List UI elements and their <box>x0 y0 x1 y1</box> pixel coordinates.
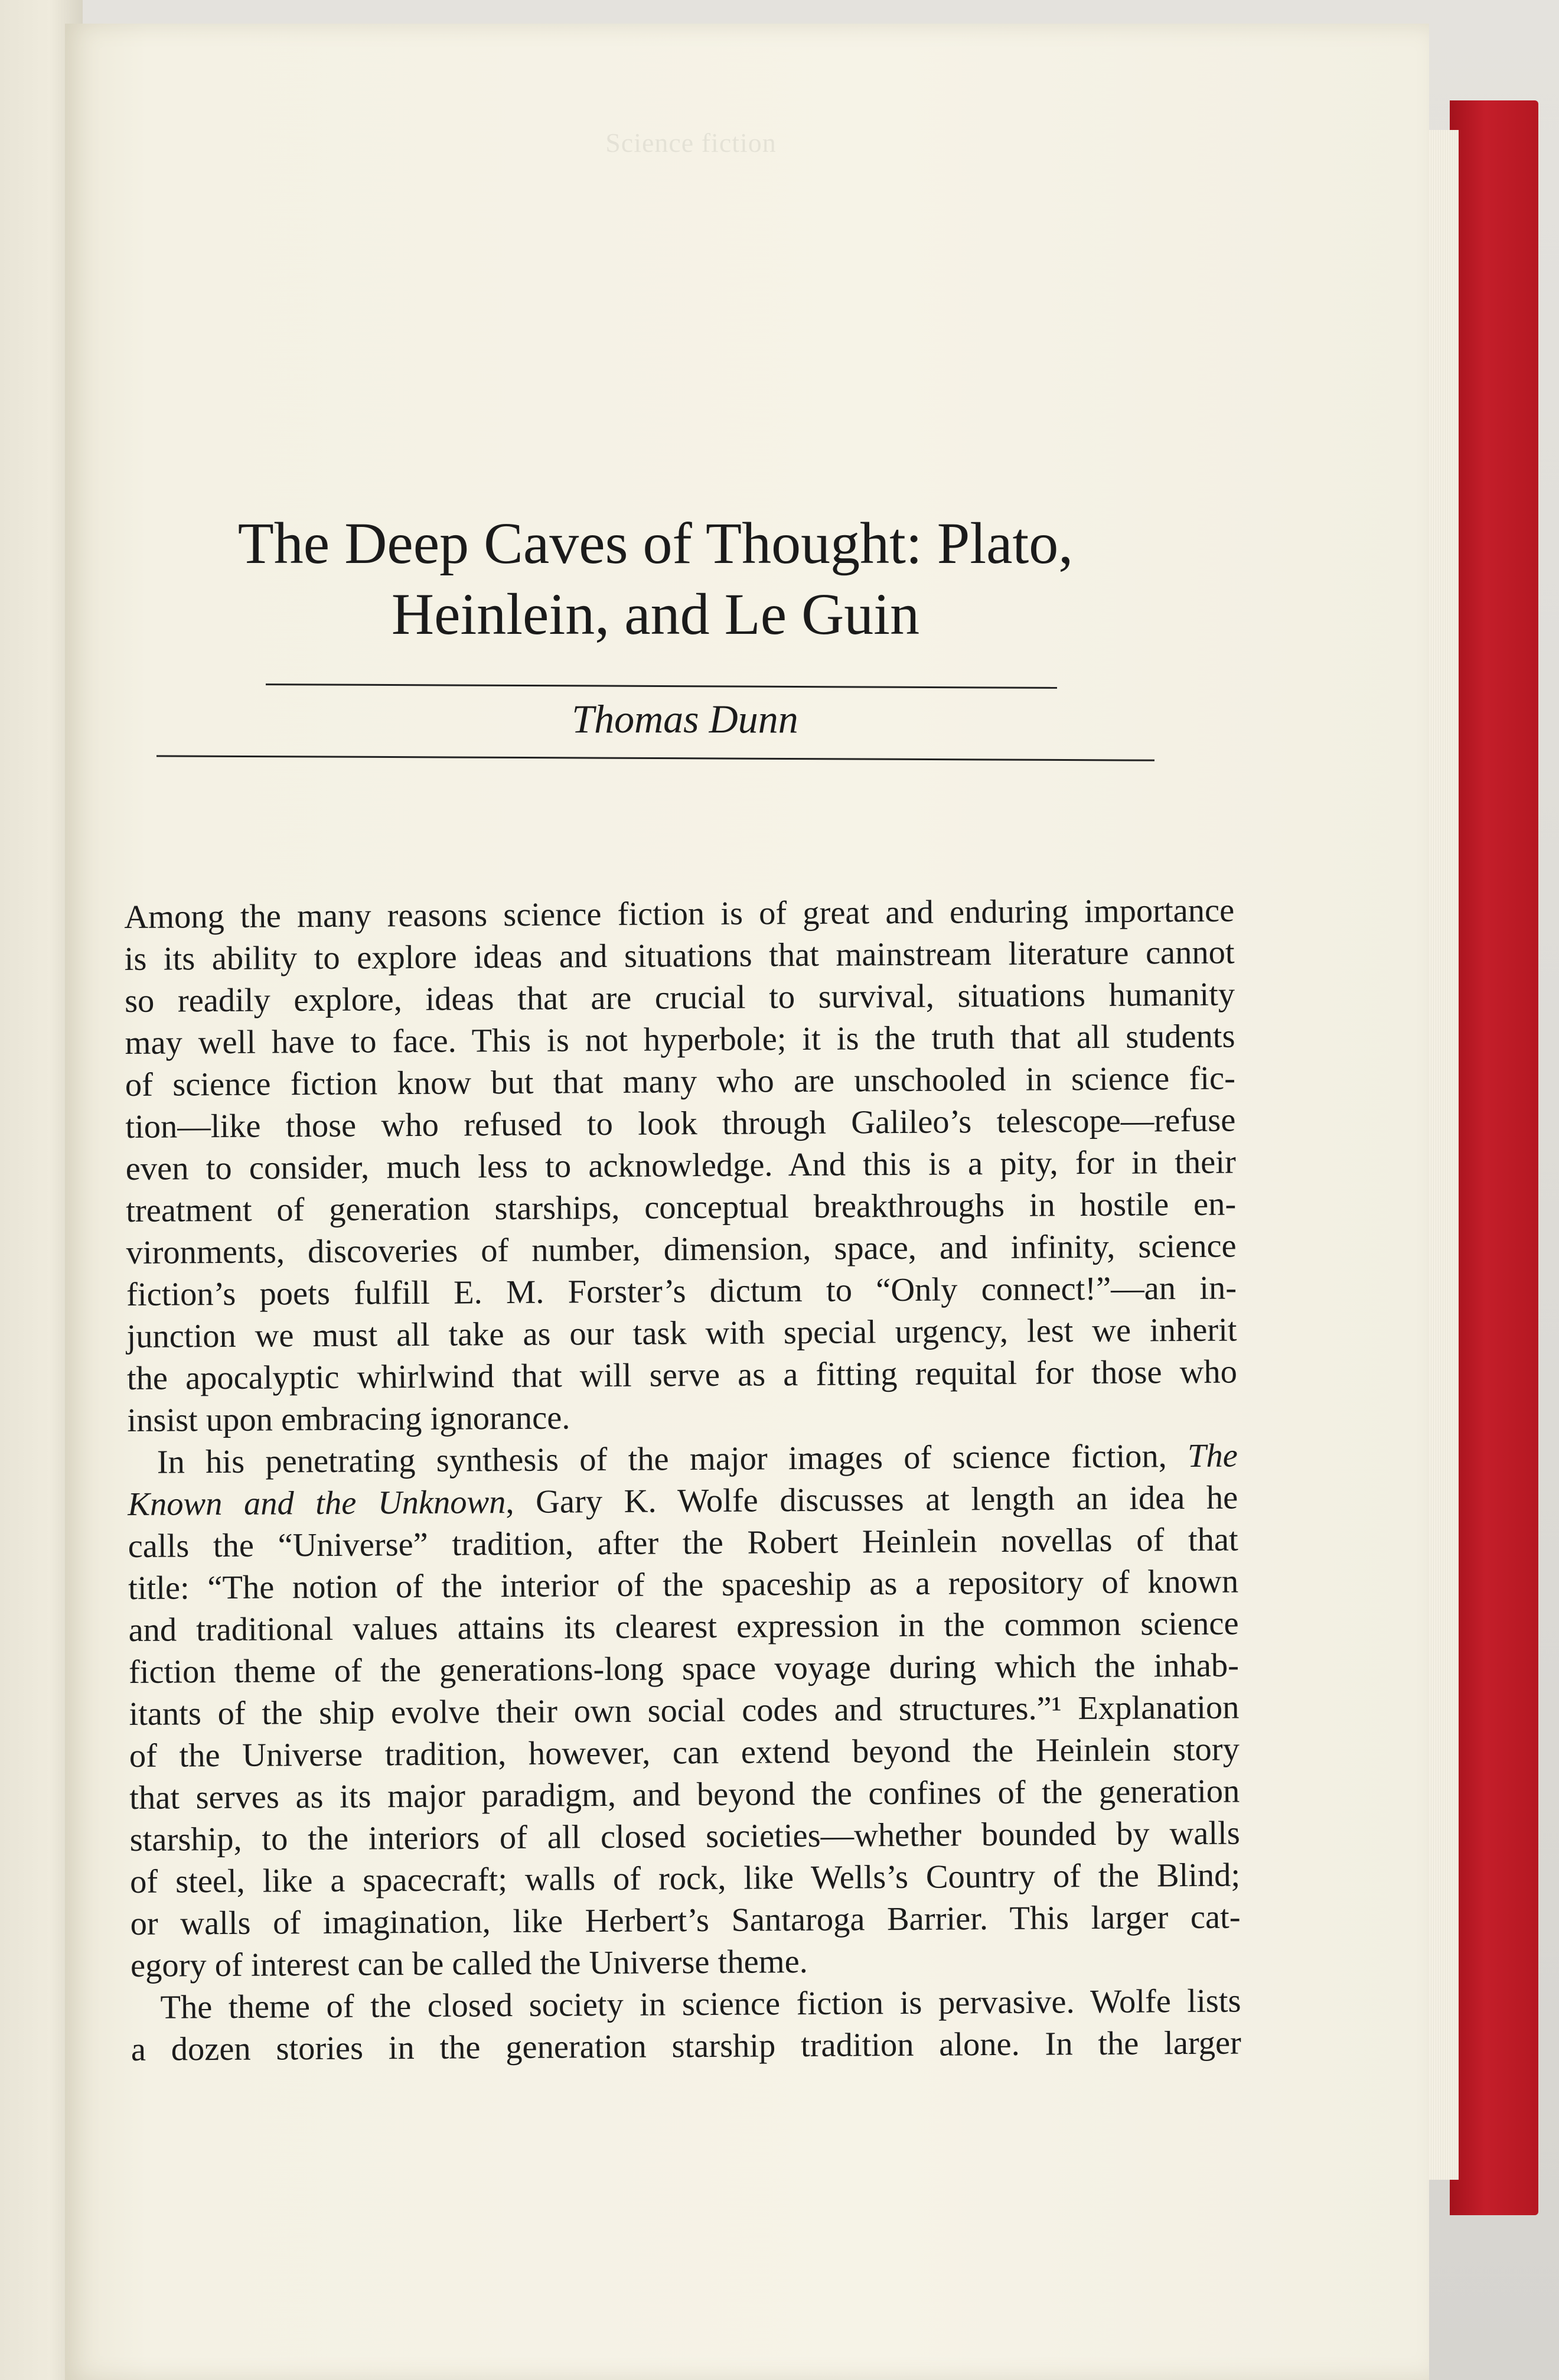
title-line: Heinlein, and Le Guin <box>391 581 920 647</box>
text-line: fiction theme of the generations-long space voyage during which the inhab- <box>128 1647 1240 1691</box>
title-line: The Deep Caves of Thought: Plato, <box>237 510 1074 576</box>
text-line: egory of interest can be called the Universe theme. <box>130 1943 808 1984</box>
paragraph <box>124 890 1238 1442</box>
book-title-italic: The <box>1187 1437 1238 1475</box>
text-line: a dozen stories in the generation starship tradition alone. In the larger <box>131 2024 1242 2068</box>
text-line <box>128 1435 1238 1483</box>
text-line: so readily explore, ideas that are crucial to survival, situations humanity <box>124 976 1235 1020</box>
text-line: insist upon embracing ignorance. <box>127 1399 570 1439</box>
text-line: Among the many reasons science fiction is of great and enduring importance <box>124 892 1235 936</box>
text-line: that serves as its major paradigm, and beyond the confines of the generation <box>129 1773 1240 1816</box>
book-cover-edge <box>1450 100 1538 2215</box>
article-title <box>177 508 1134 650</box>
text-line: may well have to face. This is not hyperbole; it is the truth that all students <box>125 1018 1235 1062</box>
text-line: of science fiction know but that many who are unschooled in science fic- <box>125 1060 1236 1103</box>
text-line: fiction’s poets fulfill E. M. Forster’s dictum to “Only connect!”—an in- <box>126 1269 1237 1313</box>
text-line: of steel, like a spacecraft; walls of rock, like Wells’s Country of the Blind; <box>129 1857 1241 1900</box>
author-name: Thomas Dunn <box>572 696 798 741</box>
text-line: of the Universe tradition, however, can extend beyond the Heinlein story <box>129 1731 1240 1775</box>
text-line: vironments, discoveries of number, dimension, space, and infinity, science <box>126 1228 1237 1271</box>
text-line: the apocalyptic whirlwind that will serve as a fitting requital for those who <box>126 1353 1238 1397</box>
text-line: junction we must all take as our task with special urgency, lest we inherit <box>126 1311 1237 1355</box>
text-line: treatment of generation starships, conceptual breakthroughs in hostile en- <box>126 1186 1237 1229</box>
text-line: even to consider, much less to acknowledge. And this is a pity, for in their <box>125 1144 1236 1187</box>
paragraph <box>128 1435 1241 1987</box>
text-line <box>128 1477 1238 1525</box>
text-line: starship, to the interiors of all closed societies—whether bounded by walls <box>129 1815 1240 1858</box>
text-line: tion—like those who refused to look through Galileo’s telescope—refuse <box>125 1102 1236 1145</box>
text-line: or walls of imagination, like Herbert’s Santaroga Barrier. This larger cat- <box>130 1899 1241 1942</box>
text-line: is its ability to explore ideas and situations that mainstream literature cannot <box>124 934 1235 978</box>
paragraph <box>131 1980 1241 2070</box>
text-line: itants of the ship evolve their own social codes and structures.”¹ Explanation <box>129 1689 1240 1733</box>
text-segment: , Gary K. Wolfe discusses at length an idea he <box>505 1479 1238 1521</box>
text-line: title: “The notion of the interior of the spaceship as a repository of known <box>128 1563 1239 1607</box>
text-segment: In his penetrating synthesis of the major images of science fiction, <box>156 1438 1188 1481</box>
article-body <box>124 890 1241 2071</box>
text-line: The theme of the closed society in science fiction is pervasive. Wolfe lists <box>160 1982 1241 2026</box>
running-head: Science fiction <box>605 128 777 158</box>
book-title-italic: Known and the Unknown <box>128 1484 506 1523</box>
text-line: calls the “Universe” tradition, after the Robert Heinlein novellas of that <box>128 1521 1238 1565</box>
text-line: and traditional values attains its clearest expression in the common science <box>128 1605 1239 1649</box>
